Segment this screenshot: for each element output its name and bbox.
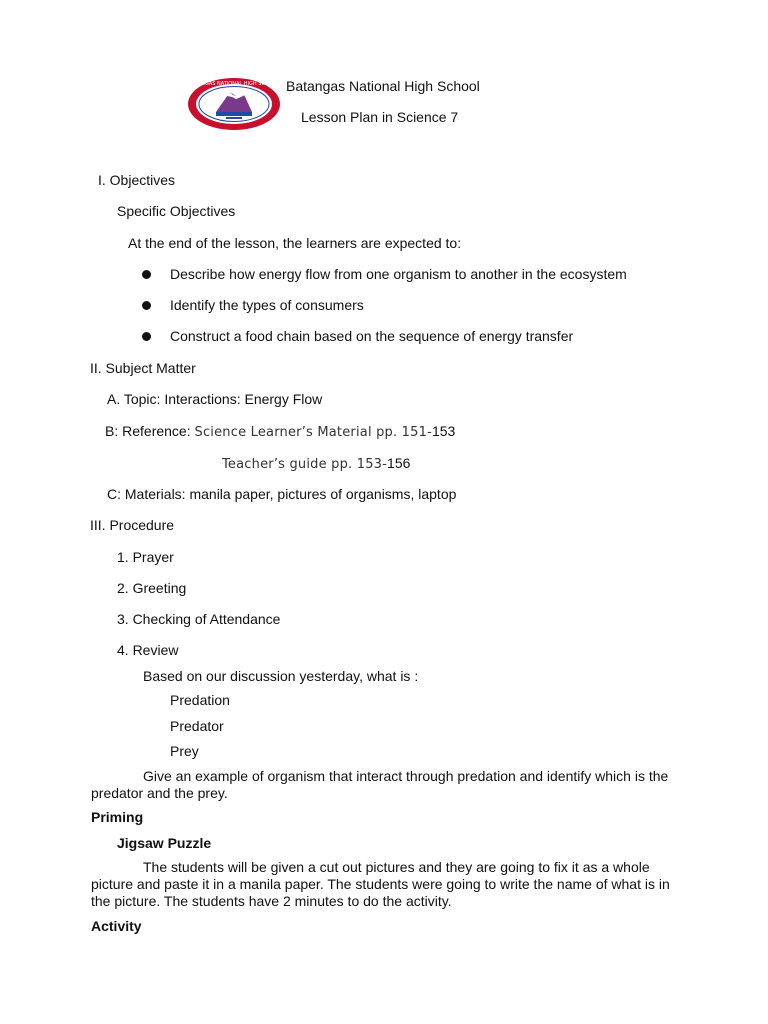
school-seal-icon xyxy=(186,76,282,132)
procedure-step: 2. Greeting xyxy=(117,580,187,596)
objective-item: Identify the types of consumers xyxy=(170,297,364,313)
specific-objectives-label: Specific Objectives xyxy=(117,203,236,219)
school-name: Batangas National High School xyxy=(286,78,480,94)
materials-line: C: Materials: manila paper, pictures of organisms, laptop xyxy=(107,486,457,502)
reference-teachers-guide xyxy=(222,455,410,473)
procedure-heading: III. Procedure xyxy=(90,517,175,533)
review-term: Predation xyxy=(170,692,230,708)
procedure-step: 3. Checking of Attendance xyxy=(117,611,281,627)
review-term: Prey xyxy=(170,743,199,759)
reference-learners-material: Science Learner’s Material pp. 151- xyxy=(194,425,432,440)
review-question: Based on our discussion yesterday, what is : xyxy=(143,668,419,684)
reference-teachers-guide-text: Teacher’s guide pp. 153- xyxy=(222,457,388,472)
reference-learners-material-end: 153 xyxy=(431,423,456,439)
reference-line xyxy=(105,423,455,441)
jigsaw-puzzle-title: Jigsaw Puzzle xyxy=(117,835,212,851)
priming-description: The students will be given a cut out pictures and they are going to fix it as a whole picture and paste it in a manila paper. The students were going to write the name of what is in the picture. The students have 2 minutes to do the activity. xyxy=(91,859,670,909)
bullet-icon xyxy=(142,332,151,341)
priming-heading: Priming xyxy=(91,809,144,825)
procedure-step: 4. Review xyxy=(117,642,179,658)
lesson-plan-title: Lesson Plan in Science 7 xyxy=(301,109,459,125)
bullet-icon xyxy=(142,301,151,310)
objective-item: Construct a food chain based on the sequence of energy transfer xyxy=(170,328,574,344)
reference-label: B: Reference: xyxy=(105,423,195,439)
reference-teachers-guide-end: 156 xyxy=(387,455,411,471)
objectives-heading: I. Objectives xyxy=(98,172,176,188)
seal-text: BATANGAS NATIONAL HIGH SCHOOL xyxy=(188,81,280,87)
subject-matter-heading: II. Subject Matter xyxy=(90,360,196,376)
activity-heading: Activity xyxy=(91,918,142,934)
objectives-intro: At the end of the lesson, the learners are expected to: xyxy=(128,235,462,251)
bullet-icon xyxy=(142,270,151,279)
objective-item: Describe how energy flow from one organism to another in the ecosystem xyxy=(170,266,627,282)
review-term: Predator xyxy=(170,718,224,734)
procedure-step: 1. Prayer xyxy=(117,549,174,565)
review-task: Give an example of organism that interact through predation and identify which is the predator and the prey. xyxy=(91,768,669,801)
topic-line: A. Topic: Interactions: Energy Flow xyxy=(107,391,323,407)
